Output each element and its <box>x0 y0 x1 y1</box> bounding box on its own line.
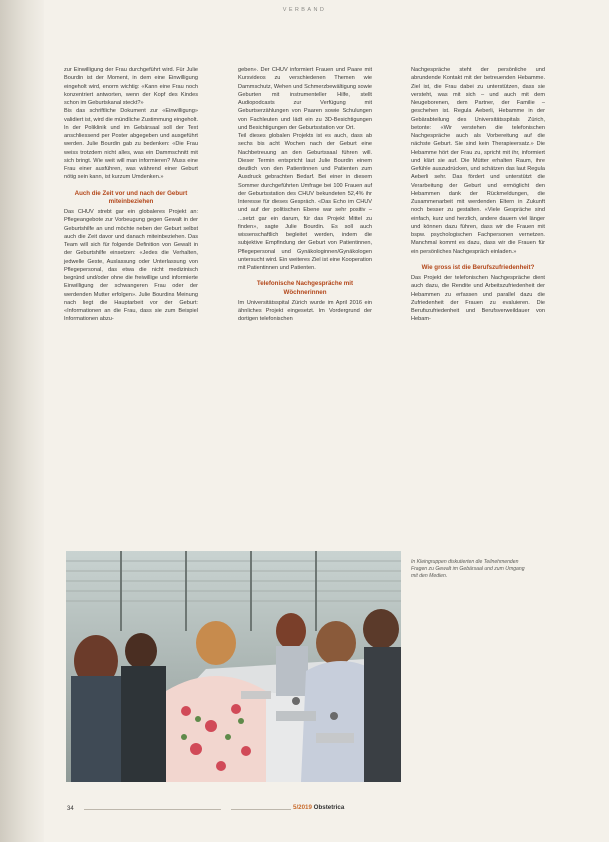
paragraph: Nachgespräche steht der persönliche und abrundende Kontakt mit der betreuenden Hebamme. Ziel ist, die Frau dabei zu unterstützen, dass sie versteht, was mit sich – und auch mit dem Neugeborenen, dem Partner, der Familie – geschehen ist. Regula Aeberli, Hebamme in der Gebärabteilung des Universitätsspitals Zürich, betonte: «Wir verstehen die telefonischen Nachgespräche auch als Vorbereitung auf die nächste Geburt. Sie sind kein Therapieersatz.» Die Hebamme hört der Frau zu, spricht mit ihr, informiert und klärt sie auf. Die Mütter erhalten Raum, ihre Gefühle auszudrücken, und schätzen das laut Regula Aeberli sehr. Das fördert und unterstützt die Verarbeitung der Geburt und ermöglicht den Hebammen dank der Rückmeldungen, die Zusammenarbeit mit werdenden Eltern in Zukunft noch besser zu gestalten. «Viele Gespräche sind einfach, kurz und herzlich, andere dauern viel länger und können dazu führen, dass wir die Frauen mit bspw. psychologischen Fachpersonen vernetzen. Manchmal kommt es dazu, dass wir die Frauen für ein persönliches Nachgespräch einladen.» <box>411 67 545 255</box>
workshop-photo <box>66 551 401 782</box>
photo-caption: In Kleingruppen diskutierten die Teilnehmenden Fragen zu Gewalt im Gebärsaal und zum Umgang mit den Medien. <box>411 559 525 579</box>
text-column-2 <box>238 66 372 324</box>
subheading: Auch die Zeit vor und nach der Geburt miteinbeziehen <box>74 189 188 205</box>
workshop-photo-illustration <box>66 551 401 782</box>
page-number: 34 <box>67 806 74 812</box>
footer-divider <box>231 809 291 810</box>
magazine-name: Obstetrica <box>313 804 345 811</box>
issue-label: 5/2019 <box>293 804 312 811</box>
paragraph: Das Projekt der telefonischen Nachgespräche dient auch dazu, die Rendite und Arbeitszufriedenheit der Hebammen zu erfassen und parallel dazu die Zufriedenheit der Frauen zu evaluieren. Die Berufszufriedenheit und Berufsverweildauer von Hebam- <box>411 275 545 323</box>
text-column-3 <box>411 66 545 324</box>
subheading: Telefonische Nachgespräche mit Wöchnerinnen <box>256 280 354 296</box>
text-column-1 <box>64 66 198 324</box>
footer-divider <box>84 809 221 810</box>
paragraph: Bis das schriftliche Dokument zur «Einwilligung» validiert ist, wird die mündliche Zustimmung eingeholt. In der Poliklinik und im Gebärsaal soll der Text anschliessend per Poster abgegeben und ausgeführt werden. Julie Bourdin gab zu bedenken: «Die Frau weiss trotzdem nicht alles, was ein Dammschnitt mit sich bringt. Wie weit will man informieren? Muss eine Frau einer ausführen, was während einer Geburt nötig sein kann, ist kurzum Umdenken.» <box>64 108 198 181</box>
section-kicker: VERBAND <box>282 7 327 13</box>
subheading: Wie gross ist die Berufszufriedenheit? <box>421 263 535 271</box>
paragraph: geben». Der CHUV informiert Frauen und Paare mit Kursvideos zu verschiedenen Themen wie Dammschutz, Wehen und Schmerzbewältigung sowie Geburten mit instrumenteller Hilfe, stellt Audiopodcasts zur Verfügung mit Geburtserzählungen von Paaren sowie Schulungen von Fachleuten und lädt ein zu 3D-Besichtigungen und Besichtigungen der Geburtsstation vor Ort. <box>238 67 372 131</box>
paragraph: Teil dieses globalen Projekts ist es auch, dass ab sechs bis acht Wochen nach der Geburt eine Nachbetreuung an den Geburtssaal führen will. Dieser Termin entspricht laut Julie Bourdin einem deutlich von den Patientinnen und Patienten zum Ausdruck gebrachten Bedarf. Bei einer in diesem Sommer durchgeführten Umfrage bei 100 Frauen auf der Geburtsstation des CHUV bekundeten 52,4% ihr Interesse für dieses Gespräch. «Das Echo im CHUV und auf der politischen Ebene war sehr positiv – ...setzt gar ein darum, für das Projekt Mittel zu finden», sagte Julie Bourdin. Es soll auch wissenschaftlich begleitet werden, indem die subjektive Empfindung der Geburt von Patientinnen, Pflegepersonal und Gynäkologinnen/Gynäkologen untersucht wird. Ein weiteres Ziel ist eine Kooperation mit Patientinnen und Patienten. <box>238 133 372 271</box>
paragraph: Das CHUV strebt gar ein globaleres Projekt an: Pflegeangebote zur Vorbeugung gegen Gewalt in der Geburtshilfe an und möchte neben der Geburt selbst auch die Zeit davor und danach miteinbeziehen. Das Team will sich für folgende Definition von Gewalt in der Geburtshilfe einsetzen: «Jedes die Verhalten, jedwelle Geste, Auslassung oder Unterlassung von Pflegepersonal, das etwa die nicht medizinisch begründ und/oder ohne die freiwillige und informierte Einwilligung der schwangeren Frau oder der werdenden Mutter erfolgen». Julie Bourdins Meinung nach liegt die Hauptarbeit vor der Geburt: «Informationen an die Frau, dass sie zum Beispiel Informationen abzu- <box>64 209 198 323</box>
footer-brand <box>293 804 344 811</box>
paragraph: zur Einwilligung der Frau durchgeführt wird. Für Julie Bourdin ist der Moment, in dem eine Einwilligung eingeholt wird, enorm wichtig: «Kann eine Frau noch konzentriert antworten, wenn der Kopf des Kindes schon im Geburtskanal steckt?» <box>64 67 198 106</box>
paragraph: Im Universitätsspital Zürich wurde im April 2016 ein ähnliches Projekt eingesetzt. Im Vordergrund der dortigen telefonischen <box>238 299 372 323</box>
page-binding-edge <box>0 0 44 842</box>
